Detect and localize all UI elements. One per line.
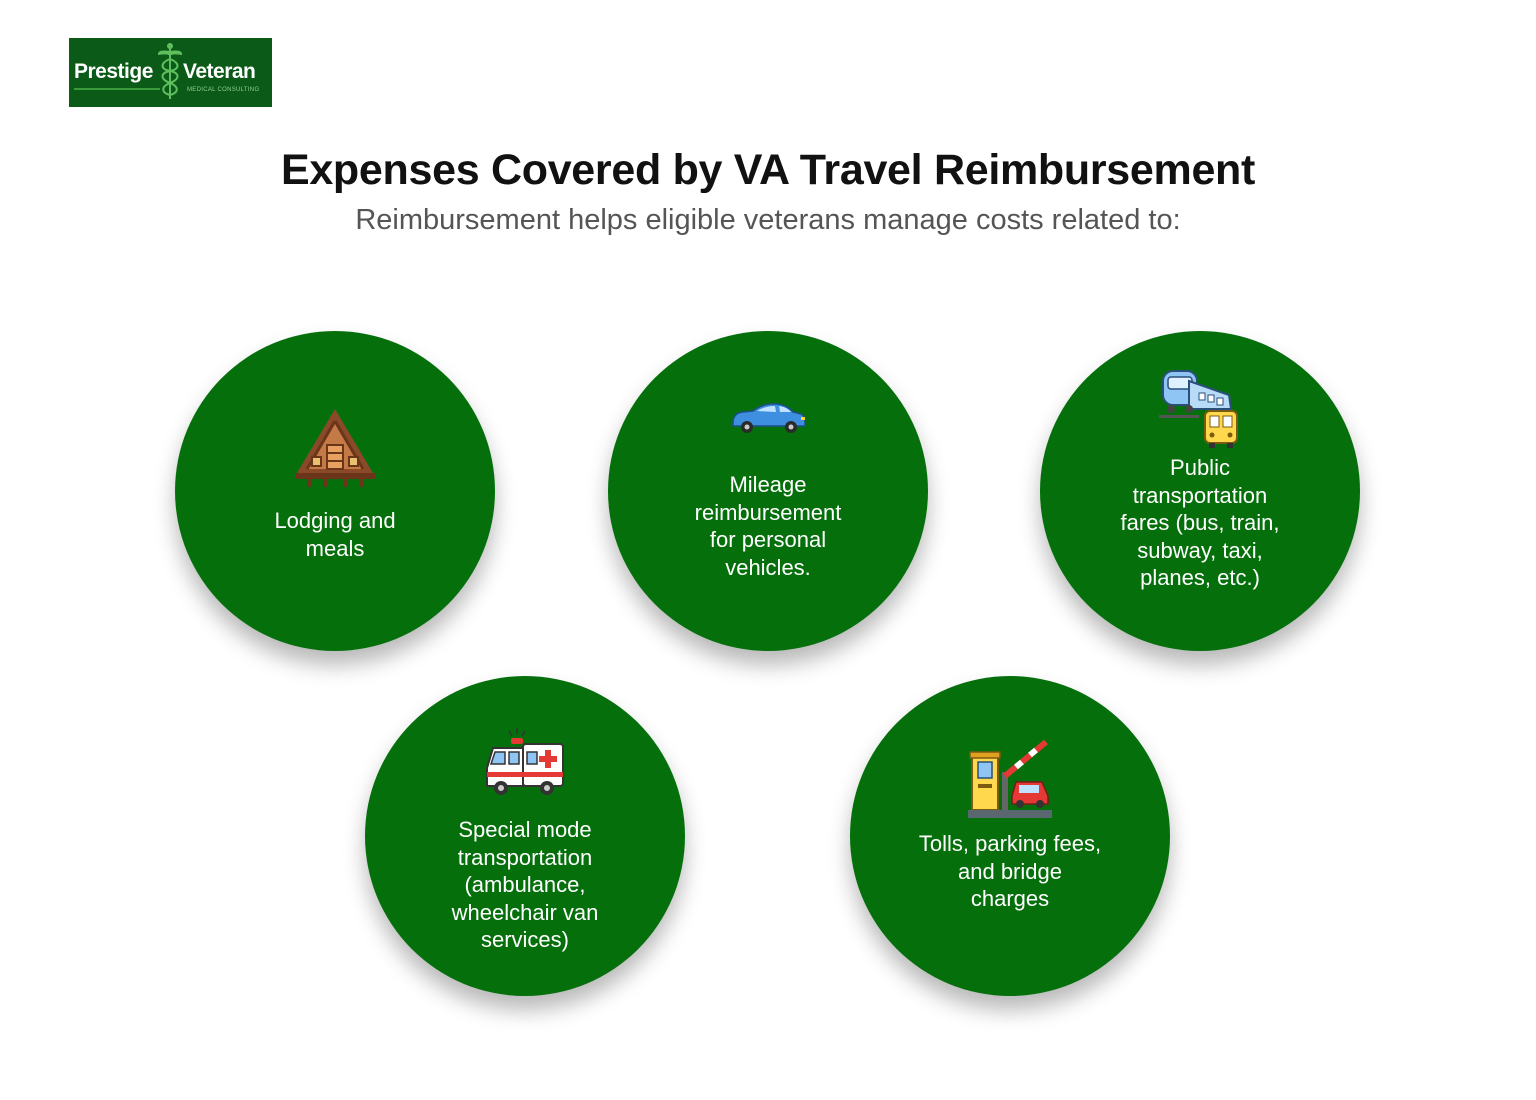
brand-logo bbox=[69, 38, 272, 107]
page-subtitle: Reimbursement helps eligible veterans manage costs related to: bbox=[355, 204, 1181, 236]
expense-circle-mileage bbox=[608, 331, 928, 651]
train-bus-icon bbox=[1159, 369, 1241, 449]
caduceus-icon bbox=[157, 41, 183, 101]
logo-word-prestige: Prestige bbox=[74, 60, 153, 83]
ambulance-icon bbox=[483, 726, 567, 798]
expense-circle-lodging bbox=[175, 331, 495, 651]
car-icon bbox=[729, 399, 807, 435]
logo-word-veteran: Veteran bbox=[183, 60, 256, 83]
expense-circle-public-transport bbox=[1040, 331, 1360, 651]
logo-rule bbox=[74, 88, 160, 90]
expense-label-lodging: Lodging and meals bbox=[274, 508, 396, 561]
expense-label-mileage: Mileage reimbursement for personal vehicles. bbox=[694, 472, 842, 580]
expense-label-public-transport: Public transportation fares (bus, train, subway, taxi, planes, etc.) bbox=[1120, 455, 1280, 590]
logo-tagline: MEDICAL CONSULTING bbox=[187, 87, 260, 93]
expense-label-tolls: Tolls, parking fees, and bridge charges bbox=[918, 831, 1102, 911]
expense-label-special-mode: Special mode transportation (ambulance, wheelchair van services) bbox=[451, 817, 599, 952]
toll-gate-icon bbox=[968, 738, 1052, 822]
expense-circle-special-mode bbox=[365, 676, 685, 996]
cabin-icon bbox=[293, 407, 377, 489]
expense-circle-tolls bbox=[850, 676, 1170, 996]
page-title: Expenses Covered by VA Travel Reimbursement bbox=[280, 146, 1256, 194]
